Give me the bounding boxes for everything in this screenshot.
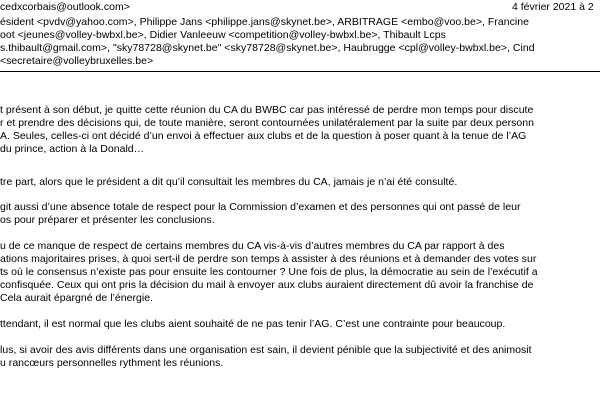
body-line: Cela aurait épargné de l’énergie. [0,292,154,304]
header-to-line-3: s.thibault@gmail.com>, "sky78728@skynet.be" <sky78728@skynet.be>, Haubrugge <cpl@volley-bwbxl.be>, Cind [0,42,535,54]
body-line: lus, si avoir des avis différents dans une organisation est sain, il devient pénible que la subjectivité et des animosit [0,344,532,356]
body-line: os pour préparer et présenter les conclusions. [0,214,215,226]
body-line: git aussi d’une absence totale de respect pour la Commission d’examen et des personnes qui ont passé de leur [0,201,521,213]
body-line: confisquée. Ceux qui ont pris la décision du mail à envoyer aux clubs auraient directement dû avoir la franchise de [0,279,534,291]
header-to-line-1: ésident <pvdv@yahoo.com>, Philippe Jans <philippe.jans@skynet.be>, ARBITRAGE <embo@voo.be>, Francine [0,16,529,28]
header-to-line-2: oot <jeunes@volley-bwbxl.be>, Didier Vanleeuw <competition@volley-bwbxl.be>, Thibault Lcps [0,29,446,41]
body-line: r et prendre des décisions qui, de toute manière, seront contournées unilatéralement par la suite par deux personn [0,117,535,129]
body-line: u de ce manque de respect de certains membres du CA vis-à-vis d’autres membres du CA par rapport à des [0,240,505,252]
body-line: A. Seules, celles-ci ont décidé d’un envoi à effectuer aux clubs et de la question à poser quant à la tenue de l’AG [0,130,527,142]
body-line: t présent à son début, je quitte cette réunion du CA du BWBC car pas intéressé de perdre mon temps pour discute [0,104,534,116]
body-line: u rancœurs personnelles rythment les réunions. [0,357,224,369]
header-divider [0,71,600,72]
body-line: ts où le consensus n’existe pas pour ensuite les contourner ? Une fois de plus, la démocratie au sein de l’exécutif a [0,266,538,278]
header-to-line-4: <secretaire@volleybruxelles.be> [0,55,154,67]
body-line: tre part, alors que le président a dit qu’il consultait les membres du CA, jamais je n’ai été consulté. [0,176,458,188]
body-line: ttendant, il est normal que les clubs aient souhaité de ne pas tenir l’AG. C’est une contrainte pour beaucoup. [0,318,506,330]
header-date: 4 février 2021 à 2 [512,1,594,13]
body-line: ations majoritaires prises, à quoi sert-il de perdre son temps à assister à des réunions et à demander des votes sur [0,253,537,265]
header-from: cedxcorbais@outlook.com> [0,1,130,13]
body-line: du prince, action à la Donald… [0,143,145,155]
